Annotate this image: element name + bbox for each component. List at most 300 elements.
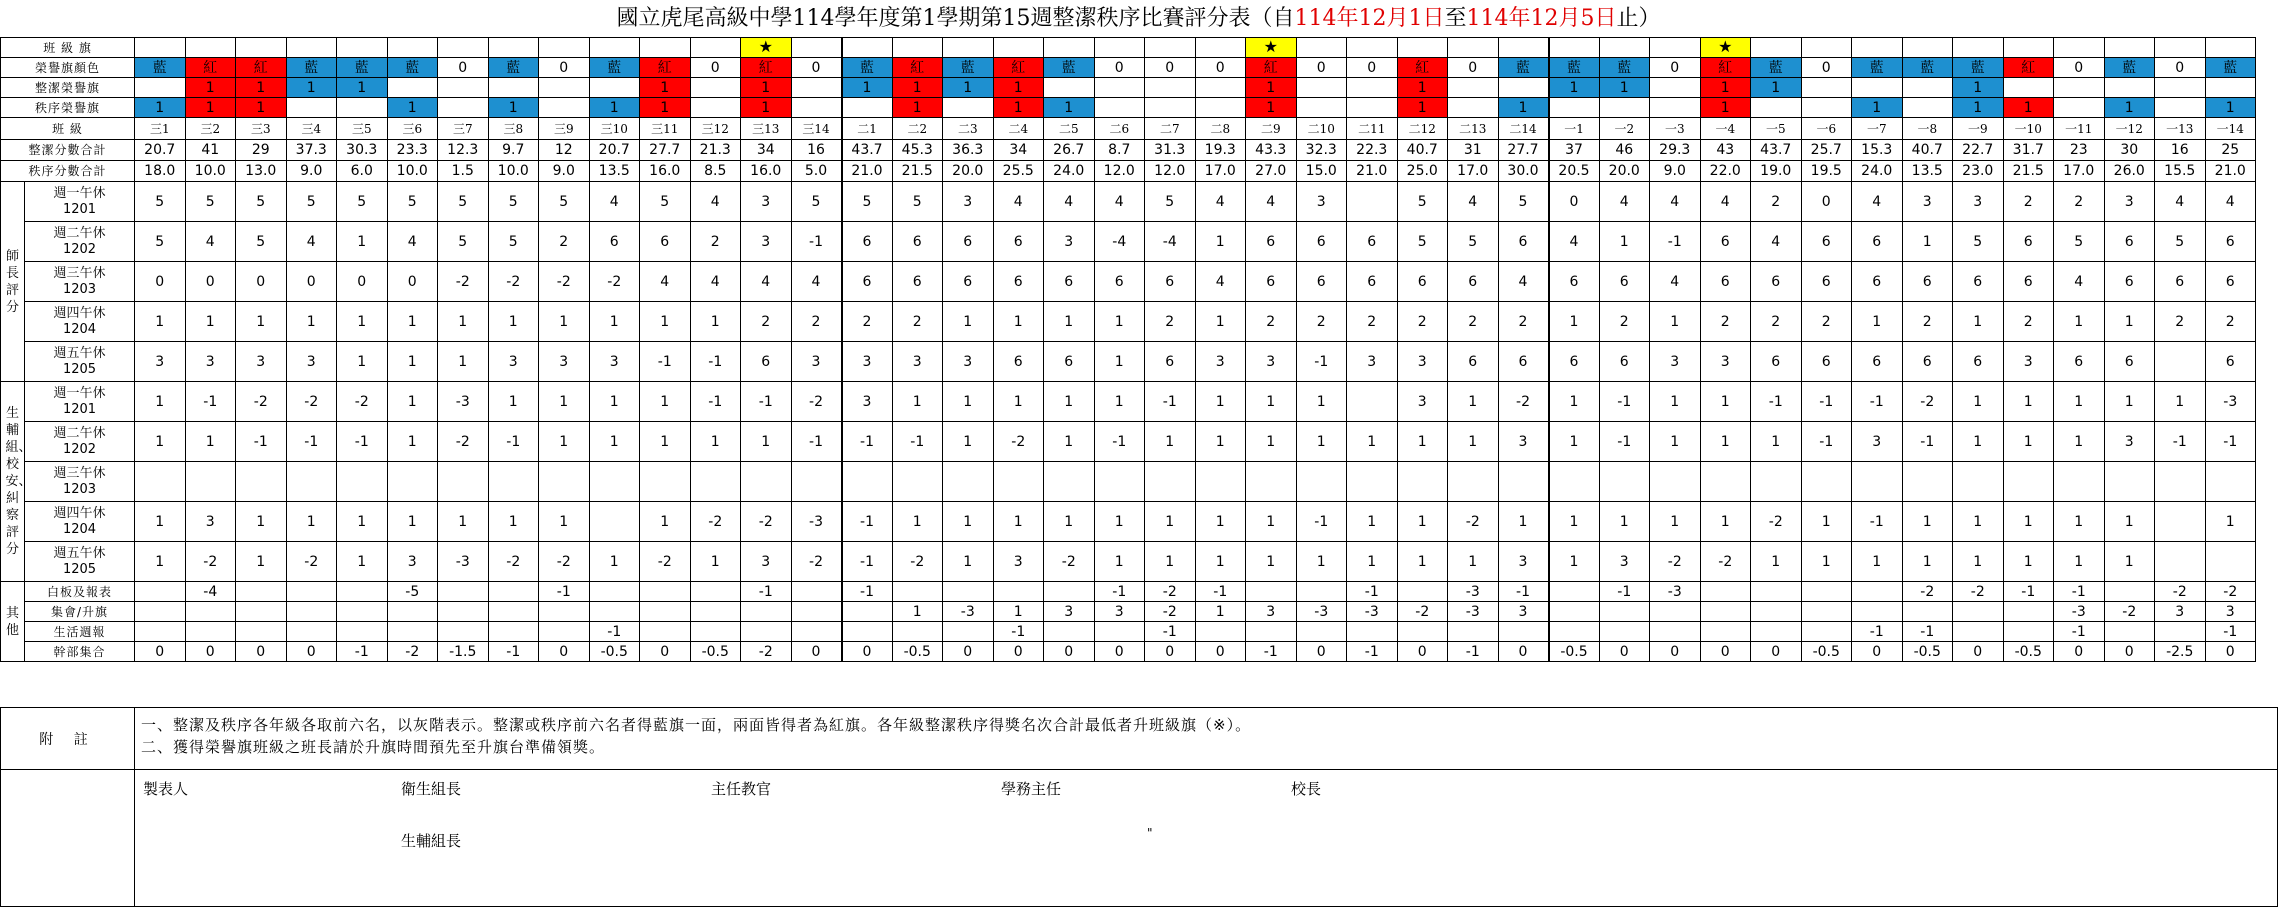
score-cell (2155, 342, 2206, 382)
score-cell: 3 (842, 382, 893, 422)
clean-flag-cell (1094, 78, 1145, 98)
flag-cell (589, 38, 640, 58)
item-label: 生活週報 (25, 622, 135, 642)
score-cell (690, 602, 741, 622)
class-header-cell: 二1 (842, 118, 893, 140)
honor-color-cell: 0 (1094, 58, 1145, 78)
score-cell (1549, 622, 1600, 642)
class-header-cell: 一7 (1852, 118, 1903, 140)
order-flag-cell (1751, 98, 1802, 118)
score-cell: -1 (488, 642, 539, 662)
flag-cell (488, 38, 539, 58)
honor-color-cell: 0 (2155, 58, 2206, 78)
order-flag-cell: 1 (2003, 98, 2054, 118)
score-cell: 6 (1448, 342, 1499, 382)
score-cell: -1 (589, 622, 640, 642)
order-flag-cell: 1 (1852, 98, 1903, 118)
clean-flag-cell (791, 78, 842, 98)
score-cell: 1 (1195, 502, 1246, 542)
honor-color-cell: 藍 (943, 58, 994, 78)
score-cell: -3 (1347, 602, 1398, 622)
score-cell (589, 462, 640, 502)
score-cell: 3 (741, 222, 792, 262)
score-cell: 0 (1195, 642, 1246, 662)
score-cell (589, 502, 640, 542)
order-total-cell: 13.0 (236, 161, 287, 182)
score-cell: 0 (842, 642, 893, 662)
score-cell: -2 (1700, 542, 1751, 582)
order-flag-cell (1195, 98, 1246, 118)
score-cell: 0 (337, 262, 388, 302)
class-header-cell: 二8 (1195, 118, 1246, 140)
score-cell (1094, 462, 1145, 502)
order-total-cell: 15.5 (2155, 161, 2206, 182)
clean-total-cell: 15.3 (1852, 140, 1903, 161)
score-cell: 3 (2104, 422, 2155, 462)
order-flag-cell (842, 98, 893, 118)
order-flag-cell: 1 (236, 98, 287, 118)
clean-total-cell: 30.3 (337, 140, 388, 161)
score-cell: 1 (539, 382, 590, 422)
score-cell: -1 (741, 382, 792, 422)
score-cell: 1 (1599, 222, 1650, 262)
score-cell: 0 (236, 262, 287, 302)
score-cell: 6 (1599, 342, 1650, 382)
score-cell (1044, 622, 1095, 642)
score-cell: 0 (236, 642, 287, 662)
score-cell (2155, 622, 2206, 642)
score-cell: 5 (2155, 222, 2206, 262)
score-cell: 0 (1751, 642, 1802, 662)
score-cell: 1 (1044, 502, 1095, 542)
class-header-cell: 三6 (387, 118, 438, 140)
score-cell: -2 (286, 542, 337, 582)
score-cell: 3 (185, 342, 236, 382)
notes-label: 附 註 (1, 708, 135, 770)
score-cell: 1 (387, 342, 438, 382)
score-cell: 1 (1650, 422, 1701, 462)
item-label: 幹部集合 (25, 642, 135, 662)
score-cell: 3 (1700, 342, 1751, 382)
honor-color-cell: 紅 (993, 58, 1044, 78)
score-cell (1902, 462, 1953, 502)
signature-area (135, 770, 2277, 906)
score-cell: 6 (2104, 262, 2155, 302)
clean-total-cell: 27.7 (640, 140, 691, 161)
score-cell (1700, 602, 1751, 622)
score-cell: 1 (892, 502, 943, 542)
row-label-order-flag: 秩序榮譽旗 (1, 98, 135, 118)
class-header-cell: 三8 (488, 118, 539, 140)
order-total-cell: 18.0 (135, 161, 186, 182)
score-cell (1599, 622, 1650, 642)
score-cell: 1 (1902, 502, 1953, 542)
score-cell: -1 (791, 422, 842, 462)
score-cell: 6 (1549, 342, 1600, 382)
score-cell: 1 (1296, 422, 1347, 462)
score-cell: 1 (1549, 302, 1600, 342)
score-cell: 1 (1549, 422, 1600, 462)
flag-cell (1094, 38, 1145, 58)
score-cell (791, 622, 842, 642)
group-inspect (1, 382, 32, 582)
class-header-cell: 二7 (1145, 118, 1196, 140)
score-cell: -2 (690, 502, 741, 542)
clean-flag-cell: 1 (741, 78, 792, 98)
score-cell: 6 (1296, 222, 1347, 262)
score-cell: 2 (1296, 302, 1347, 342)
score-cell (236, 622, 287, 642)
score-cell: 2 (2054, 182, 2105, 222)
clean-flag-cell (387, 78, 438, 98)
signature-blank (1, 770, 135, 907)
sig-student-affairs: 學務主任 (1001, 780, 1062, 798)
score-cell: 5 (236, 182, 287, 222)
score-cell: -1 (1448, 642, 1499, 662)
notes-section (0, 707, 2277, 907)
score-cell: 5 (791, 182, 842, 222)
order-flag-cell: 1 (993, 98, 1044, 118)
score-cell (943, 582, 994, 602)
score-cell: 6 (2104, 342, 2155, 382)
score-cell: 1 (589, 542, 640, 582)
star-flag-cell (1246, 38, 1297, 58)
score-cell: 2 (2003, 182, 2054, 222)
score-cell: 2 (2205, 302, 2256, 342)
score-cell: -1 (1347, 582, 1398, 602)
class-header-cell: 一6 (1801, 118, 1852, 140)
score-cell: 1 (993, 602, 1044, 622)
score-cell: 2 (1700, 302, 1751, 342)
score-cell: 4 (1650, 182, 1701, 222)
score-cell: -2.5 (2155, 642, 2206, 662)
order-total-cell: 12.0 (1145, 161, 1196, 182)
score-cell: -1 (1801, 422, 1852, 462)
score-cell: 5 (488, 182, 539, 222)
score-cell: 1 (1145, 422, 1196, 462)
score-cell: 1 (892, 382, 943, 422)
score-cell (236, 582, 287, 602)
score-cell: 1 (640, 302, 691, 342)
class-header-cell: 三2 (185, 118, 236, 140)
score-cell (791, 462, 842, 502)
order-flag-cell: 1 (741, 98, 792, 118)
score-cell (1751, 462, 1802, 502)
class-header-cell: 二14 (1498, 118, 1549, 140)
score-cell (2054, 462, 2105, 502)
score-cell (2003, 622, 2054, 642)
score-cell: 0 (1599, 642, 1650, 662)
clean-flag-cell (1296, 78, 1347, 98)
score-cell (1549, 462, 1600, 502)
class-header-cell: 三9 (539, 118, 590, 140)
score-cell: -1 (1902, 622, 1953, 642)
score-cell: -0.5 (1549, 642, 1600, 662)
score-cell (1700, 582, 1751, 602)
score-cell: 1 (993, 302, 1044, 342)
score-cell: 0 (1498, 642, 1549, 662)
score-cell: 5 (135, 182, 186, 222)
flag-cell (1852, 38, 1903, 58)
score-cell (1246, 582, 1297, 602)
score-cell: 6 (993, 262, 1044, 302)
score-cell: -2 (892, 542, 943, 582)
class-header-cell: 三3 (236, 118, 287, 140)
score-cell: 4 (1195, 182, 1246, 222)
score-cell: 1 (1650, 382, 1701, 422)
clean-total-cell: 27.7 (1498, 140, 1549, 161)
clean-total-cell: 23 (2054, 140, 2105, 161)
score-cell: 2 (1397, 302, 1448, 342)
clean-total-cell: 34 (993, 140, 1044, 161)
class-header-cell: 二12 (1397, 118, 1448, 140)
score-cell: 1 (438, 502, 489, 542)
order-flag-cell (1094, 98, 1145, 118)
score-cell: 3 (387, 542, 438, 582)
flag-cell (943, 38, 994, 58)
score-cell: -1 (337, 422, 388, 462)
score-cell: 6 (2205, 262, 2256, 302)
score-cell: 1 (236, 302, 287, 342)
score-cell: -3 (438, 542, 489, 582)
score-cell: 1 (337, 342, 388, 382)
score-cell: 3 (135, 342, 186, 382)
score-cell: -2 (286, 382, 337, 422)
score-cell: 1 (1549, 542, 1600, 582)
item-label: 週三午休 1203 (25, 262, 135, 302)
clean-total-cell: 25.7 (1801, 140, 1852, 161)
score-cell: 1 (589, 422, 640, 462)
score-cell: 5 (286, 182, 337, 222)
score-cell: 3 (993, 542, 1044, 582)
score-cell: -1.5 (438, 642, 489, 662)
score-cell: 1 (2155, 382, 2206, 422)
score-cell (1296, 582, 1347, 602)
class-header-cell: 一4 (1700, 118, 1751, 140)
class-header-cell: 二11 (1347, 118, 1398, 140)
score-cell: 2 (791, 302, 842, 342)
score-cell (236, 602, 287, 622)
class-header-cell: 一3 (1650, 118, 1701, 140)
order-total-cell: 5.0 (791, 161, 842, 182)
score-cell: 1 (2003, 502, 2054, 542)
score-cell: 6 (1448, 262, 1499, 302)
flag-cell (185, 38, 236, 58)
score-cell: 3 (286, 342, 337, 382)
score-cell: 4 (690, 182, 741, 222)
score-cell: 1 (1044, 302, 1095, 342)
clean-flag-cell (2054, 78, 2105, 98)
order-total-cell: 17.0 (1195, 161, 1246, 182)
class-header-cell: 一12 (2104, 118, 2155, 140)
score-cell: -2 (791, 382, 842, 422)
score-cell: -2 (1448, 502, 1499, 542)
honor-color-cell: 藍 (488, 58, 539, 78)
score-cell: 5 (1498, 182, 1549, 222)
score-cell: -2 (741, 502, 792, 542)
score-cell: 6 (741, 342, 792, 382)
score-cell: 1 (2104, 542, 2155, 582)
order-flag-cell: 1 (1498, 98, 1549, 118)
score-cell: 3 (2155, 602, 2206, 622)
order-flag-cell (1650, 98, 1701, 118)
score-cell: 5 (1397, 182, 1448, 222)
honor-color-cell: 紅 (1700, 58, 1751, 78)
score-cell: 0 (2205, 642, 2256, 662)
item-label: 週一午休 1201 (25, 182, 135, 222)
clean-flag-cell: 1 (185, 78, 236, 98)
order-flag-cell: 1 (640, 98, 691, 118)
score-cell: -1 (337, 642, 388, 662)
score-cell: 1 (2054, 382, 2105, 422)
order-total-cell: 1.5 (438, 161, 489, 182)
flag-cell (337, 38, 388, 58)
title-mid: 至 (1444, 6, 1467, 31)
score-cell: 1 (1953, 542, 2004, 582)
score-cell: 1 (741, 422, 792, 462)
score-cell (1145, 462, 1196, 502)
score-cell (1953, 602, 2004, 622)
order-total-cell: 12.0 (1094, 161, 1145, 182)
score-cell: 4 (640, 262, 691, 302)
clean-flag-cell (1044, 78, 1095, 98)
honor-color-cell: 藍 (1549, 58, 1600, 78)
score-cell: -2 (387, 642, 438, 662)
clean-total-cell: 30 (2104, 140, 2155, 161)
score-cell: 1 (2104, 302, 2155, 342)
clean-total-cell: 19.3 (1195, 140, 1246, 161)
score-cell (488, 582, 539, 602)
honor-color-cell: 藍 (1498, 58, 1549, 78)
score-cell: 3 (842, 342, 893, 382)
score-cell (438, 622, 489, 642)
score-cell: -1 (1246, 642, 1297, 662)
flag-cell (640, 38, 691, 58)
clean-total-cell: 26.7 (1044, 140, 1095, 161)
clean-flag-cell (589, 78, 640, 98)
score-cell: 1 (2054, 542, 2105, 582)
score-cell: -2 (1145, 602, 1196, 622)
score-cell (185, 622, 236, 642)
score-cell: 3 (1498, 422, 1549, 462)
score-cell: 0 (286, 262, 337, 302)
score-cell: 4 (1599, 182, 1650, 222)
score-cell: 3 (1902, 182, 1953, 222)
score-cell: 1 (943, 542, 994, 582)
score-cell: 1 (943, 302, 994, 342)
score-cell: 6 (1145, 342, 1196, 382)
score-cell: 5 (892, 182, 943, 222)
score-table (0, 37, 2256, 662)
score-cell: 5 (185, 182, 236, 222)
score-cell: -1 (2205, 622, 2256, 642)
score-cell: 6 (1246, 262, 1297, 302)
score-cell: 6 (1953, 262, 2004, 302)
sig-maker: 製表人 (143, 780, 189, 798)
score-cell: -0.5 (2003, 642, 2054, 662)
sig-life-guidance: 生輔組長 (401, 832, 462, 850)
clean-flag-cell: 1 (337, 78, 388, 98)
score-cell: 1 (1953, 302, 2004, 342)
order-total-cell: 26.0 (2104, 161, 2155, 182)
order-flag-cell: 1 (185, 98, 236, 118)
score-cell: 1 (1246, 422, 1297, 462)
score-cell: 1 (1195, 422, 1246, 462)
class-header-cell: 一8 (1902, 118, 1953, 140)
flag-cell (1195, 38, 1246, 58)
class-header-cell: 三14 (791, 118, 842, 140)
score-cell (488, 602, 539, 622)
score-cell (1195, 462, 1246, 502)
order-total-cell: 21.5 (892, 161, 943, 182)
score-cell (1549, 582, 1600, 602)
score-cell: 1 (1195, 382, 1246, 422)
score-cell: 1 (1347, 502, 1398, 542)
score-cell (1953, 462, 2004, 502)
honor-color-cell: 藍 (286, 58, 337, 78)
item-label: 週四午休 1204 (25, 502, 135, 542)
score-cell: -0.5 (690, 642, 741, 662)
score-cell: -1 (791, 222, 842, 262)
score-cell: 1 (1801, 502, 1852, 542)
score-cell (1801, 602, 1852, 622)
score-cell: 3 (2003, 342, 2054, 382)
score-cell (387, 602, 438, 622)
order-flag-cell (1599, 98, 1650, 118)
score-cell (993, 462, 1044, 502)
score-cell: -1 (286, 422, 337, 462)
honor-color-cell: 紅 (741, 58, 792, 78)
score-cell: 1 (1599, 502, 1650, 542)
order-total-cell: 20.0 (1599, 161, 1650, 182)
score-cell: 1 (337, 222, 388, 262)
score-cell: 5 (337, 182, 388, 222)
score-cell (438, 582, 489, 602)
honor-color-cell: 0 (1801, 58, 1852, 78)
score-cell: 3 (1094, 602, 1145, 622)
score-cell: 1 (1044, 382, 1095, 422)
order-total-cell: 30.0 (1498, 161, 1549, 182)
order-flag-cell (1145, 98, 1196, 118)
score-cell (741, 462, 792, 502)
order-total-cell: 9.0 (1650, 161, 1701, 182)
score-cell: 1 (2205, 502, 2256, 542)
honor-color-cell: 0 (438, 58, 489, 78)
title-end: 止） (1616, 6, 1661, 31)
score-cell: 1 (1347, 542, 1398, 582)
order-flag-cell (1801, 98, 1852, 118)
score-cell (2003, 602, 2054, 622)
clean-total-cell: 20.7 (589, 140, 640, 161)
score-cell: 0 (185, 642, 236, 662)
score-cell: 2 (892, 302, 943, 342)
score-cell: 1 (640, 502, 691, 542)
score-cell: 4 (690, 262, 741, 302)
score-cell: 1 (589, 382, 640, 422)
score-cell: 1 (1296, 542, 1347, 582)
score-cell: -1 (488, 422, 539, 462)
score-cell: -2 (993, 422, 1044, 462)
row-label-order-total: 秩序分數合計 (1, 161, 135, 182)
class-header-cell: 二10 (1296, 118, 1347, 140)
score-cell: 1 (438, 342, 489, 382)
score-cell: 1 (1448, 382, 1499, 422)
score-cell: -1 (842, 422, 893, 462)
score-cell: 5 (1145, 182, 1196, 222)
class-header-cell: 三5 (337, 118, 388, 140)
score-cell: 6 (589, 222, 640, 262)
score-cell (1801, 582, 1852, 602)
